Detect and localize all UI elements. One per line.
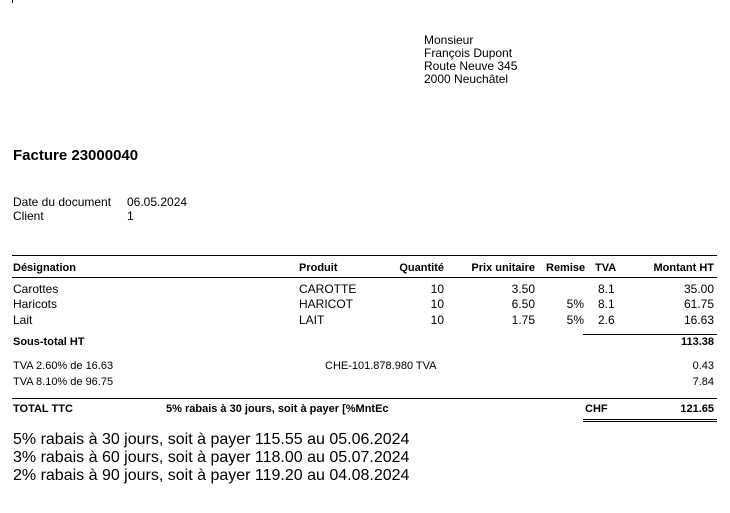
header-montant: Montant HT <box>653 262 714 274</box>
client-label: Client <box>13 209 44 223</box>
payment-condition: 5% rabais à 30 jours, soit à payer 115.55 au 05.06.2024 <box>13 431 410 448</box>
date-value: 06.05.2024 <box>127 195 188 209</box>
header-quantite: Quantité <box>399 262 444 274</box>
cell-designation: Haricots <box>13 297 58 311</box>
cell-designation: Lait <box>13 313 33 327</box>
corner-mark <box>12 0 13 3</box>
total-discount-note: 5% rabais à 30 jours, soit à payer [%MntEc <box>166 403 389 415</box>
cell-quantite: 10 <box>430 313 444 327</box>
cell-tva: 8.1 <box>598 282 615 296</box>
recipient-line: Monsieur <box>424 33 474 47</box>
header-produit: Produit <box>299 262 338 274</box>
cell-remise: 5% <box>566 297 584 311</box>
header-rule <box>12 277 717 278</box>
vat-line-label: TVA 2.60% de 16.63 <box>13 360 114 372</box>
subtotal-value: 113.38 <box>680 336 714 348</box>
cell-produit: LAIT <box>299 313 325 327</box>
cell-montant: 35.00 <box>683 282 714 296</box>
subtotal-label: Sous-total HT <box>13 336 85 348</box>
recipient-address <box>424 34 517 86</box>
recipient-line: 2000 Neuchâtel <box>424 72 509 86</box>
cell-montant: 16.63 <box>683 313 714 327</box>
cell-quantite: 10 <box>430 297 444 311</box>
header-remise: Remise <box>546 262 586 274</box>
cell-produit: HARICOT <box>299 297 353 311</box>
vat-number: CHE-101.878.980 TVA <box>325 360 437 372</box>
total-double-rule-2 <box>583 421 717 422</box>
cell-designation: Carottes <box>13 282 59 296</box>
cell-produit: CAROTTE <box>299 282 357 296</box>
recipient-line: Route Neuve 345 <box>424 59 518 73</box>
recipient-line: François Dupont <box>424 46 513 60</box>
invoice-title: Facture 23000040 <box>13 147 139 164</box>
total-value: 121.65 <box>680 403 714 415</box>
subtotal-rule <box>583 334 717 335</box>
client-value: 1 <box>127 209 134 223</box>
vat-line-value: 0.43 <box>692 360 714 372</box>
total-label: TOTAL TTC <box>13 403 73 415</box>
payment-condition: 2% rabais à 90 jours, soit à payer 119.20 au 04.08.2024 <box>13 467 410 484</box>
cell-prix: 3.50 <box>511 282 535 296</box>
table-top-rule <box>12 255 717 256</box>
cell-prix: 1.75 <box>511 313 535 327</box>
date-label: Date du document <box>13 195 112 209</box>
vat-line-value: 7.84 <box>692 376 714 388</box>
cell-tva: 8.1 <box>598 297 615 311</box>
payment-condition: 3% rabais à 60 jours, soit à payer 118.00 au 05.07.2024 <box>13 449 410 466</box>
cell-tva: 2.6 <box>598 313 615 327</box>
total-double-rule-1 <box>583 419 717 420</box>
cell-prix: 6.50 <box>511 297 535 311</box>
total-currency: CHF <box>585 403 608 415</box>
vat-line-label: TVA 8.10% de 96.75 <box>13 376 114 388</box>
header-prix: Prix unitaire <box>471 262 535 274</box>
header-designation: Désignation <box>13 262 76 274</box>
header-tva: TVA <box>595 262 617 274</box>
cell-montant: 61.75 <box>683 297 714 311</box>
cell-quantite: 10 <box>430 282 444 296</box>
cell-remise: 5% <box>566 313 584 327</box>
total-top-rule <box>12 398 717 399</box>
